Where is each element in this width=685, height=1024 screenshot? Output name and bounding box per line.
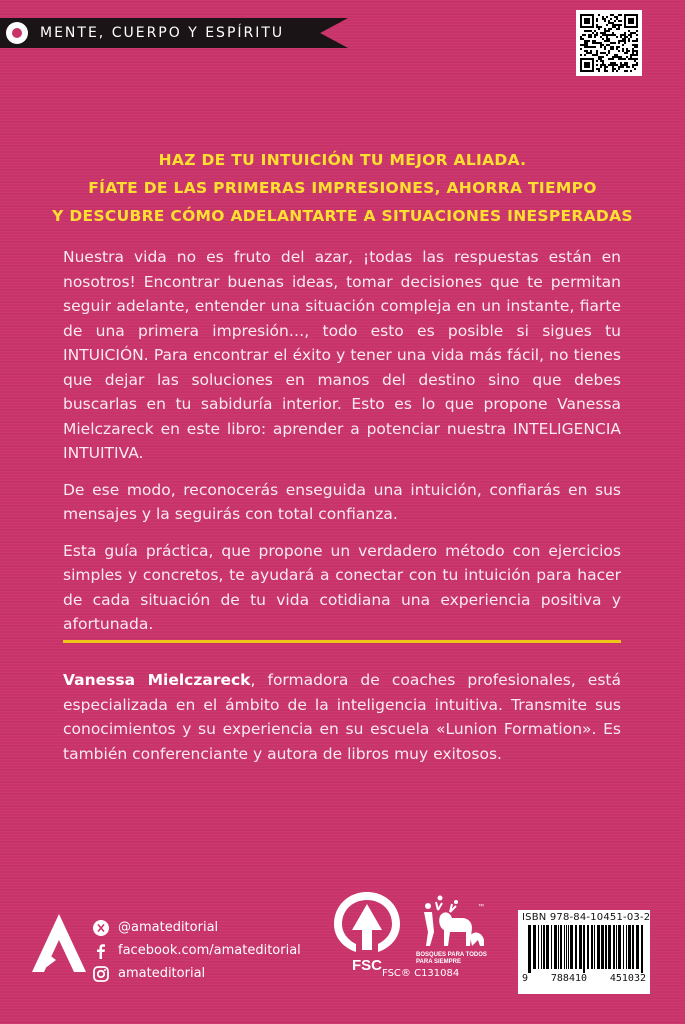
svg-text:™: ™ bbox=[478, 904, 484, 910]
social-x[interactable] bbox=[92, 916, 301, 939]
fsc-code: FSC® C131084 bbox=[382, 968, 460, 979]
svg-text:PARA SIEMPRE: PARA SIEMPRE bbox=[416, 959, 462, 965]
description-paragraph-2: De ese modo, reconocerás enseguida una intuición, confiarás en sus mensajes y la seguirás con total confianza. bbox=[63, 480, 621, 523]
tagline-line-1: HAZ DE TU INTUICIÓN TU MEJOR ALIADA. bbox=[158, 151, 527, 169]
ean-digits bbox=[522, 973, 646, 984]
ean-digits-right: 451032 bbox=[609, 973, 646, 984]
qr-code-icon bbox=[576, 10, 642, 76]
ean-digit-first: 9 bbox=[522, 973, 529, 984]
tagline-line-2: FÍATE DE LAS PRIMERAS IMPRESIONES, AHORRA TIEMPO bbox=[88, 179, 597, 197]
publisher-logo-icon bbox=[28, 910, 90, 976]
social-instagram[interactable] bbox=[92, 962, 301, 985]
tagline-line-3: Y DESCUBRE CÓMO ADELANTARTE A SITUACIONES INESPERADAS bbox=[52, 207, 633, 225]
isbn-text: ISBN 978-84-10451-03-2 bbox=[522, 912, 651, 923]
description-paragraph-1: Nuestra vida no es fruto del azar, ¡todas las respuestas están en nosotros! Encontrar buenas ideas, tomar decisiones que te permitan seguir adelante, entender una situación compleja en un instante, fiarte de una primera impresión…, todo esto es posible si sigues tu INTUICIÓN. Para encontrar el éxito y tener una vida más fácil, no tienes que dejar las soluciones en manos del destino sino que debes buscarlas en tu sabiduría interior. Esto es lo que propone Vanessa Mielczareck en este libro: aprender a potenciar nuestra INTELIGENCIA INTUITIVA. bbox=[63, 248, 621, 462]
x-icon bbox=[92, 919, 110, 937]
tagline bbox=[0, 146, 685, 230]
fsc-logo-icon bbox=[326, 888, 408, 980]
social-facebook[interactable] bbox=[92, 939, 301, 962]
social-instagram-handle: amateditorial bbox=[118, 966, 206, 981]
social-links bbox=[92, 916, 301, 985]
social-facebook-url: facebook.com/amateditorial bbox=[118, 943, 301, 958]
social-x-handle: @amateditorial bbox=[118, 920, 219, 935]
author-name: Vanessa Mielczareck bbox=[63, 671, 251, 689]
ean-digits-left: 788410 bbox=[550, 973, 588, 984]
section-divider bbox=[63, 640, 621, 643]
barcode-icon bbox=[522, 925, 646, 973]
description bbox=[63, 245, 621, 649]
description-paragraph-3: Esta guía práctica, que propone un verdadero método con ejercicios simples y concretos, te ayudará a conectar con tu intuición para hacer de cada situación de tu vida cotidiana una experiencia positiva y afortunada. bbox=[63, 541, 621, 633]
publisher-round-logo-icon bbox=[6, 22, 28, 44]
svg-text:BOSQUES PARA TODOS: BOSQUES PARA TODOS bbox=[416, 952, 487, 958]
instagram-icon bbox=[92, 965, 110, 983]
series-label: MENTE, CUERPO Y ESPÍRITU bbox=[40, 25, 285, 41]
barcode-panel bbox=[518, 910, 650, 994]
author-bio-text: , formadora de coaches profesionales, está especializada en el ámbito de la inteligencia intuitiva. Transmite sus conocimientos y su experiencia en su escuela «Lunion Formation». Es también conferenciante y autora de libros muy exitosos. bbox=[63, 671, 621, 763]
svg-text:FSC: FSC bbox=[352, 957, 382, 974]
bosques-para-todos-logo-icon bbox=[410, 892, 490, 968]
author-bio bbox=[63, 668, 621, 766]
facebook-icon bbox=[92, 942, 110, 960]
